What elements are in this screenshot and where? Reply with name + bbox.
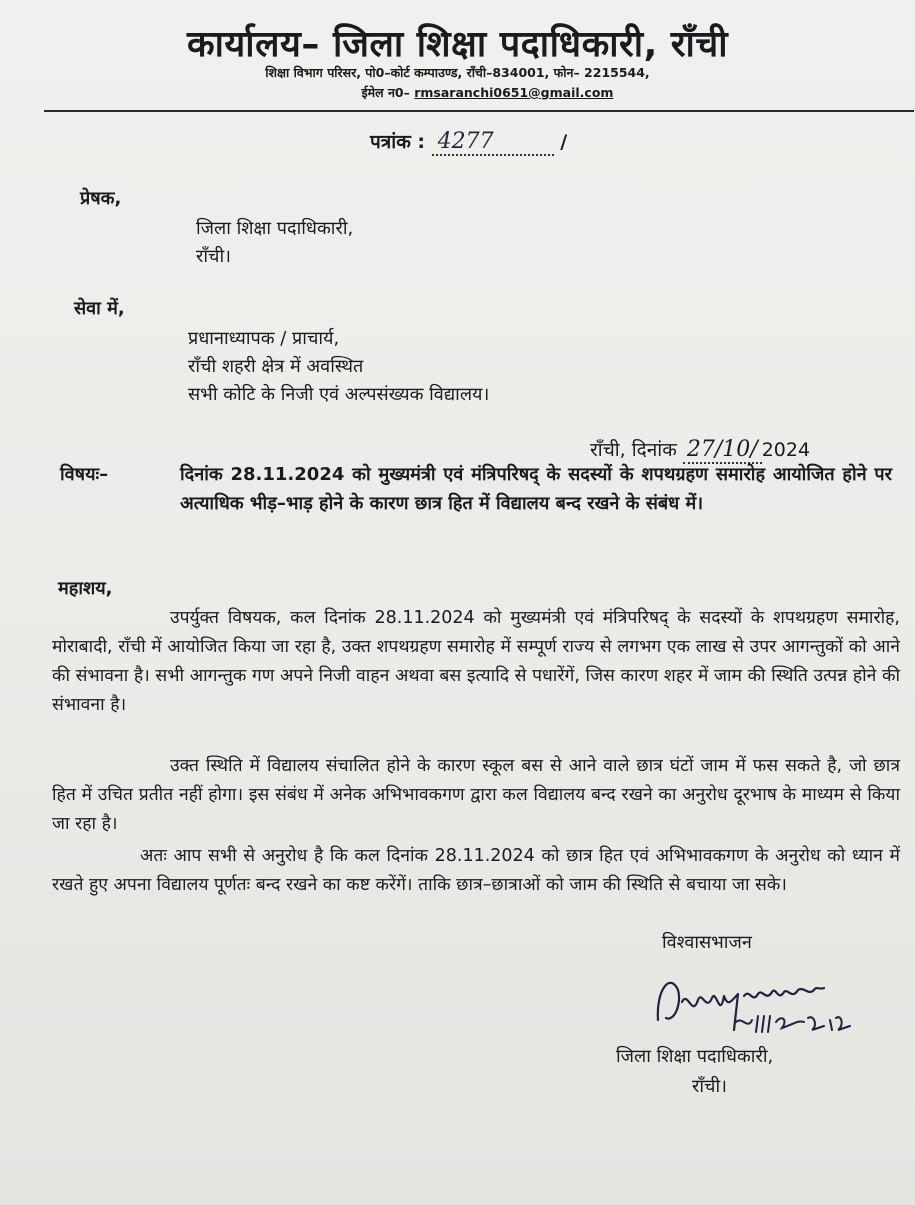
salutation: महाशय, [58, 578, 113, 599]
sender-line-1: जिला शिक्षा पदाधिकारी, [196, 218, 354, 239]
valediction: विश्वासभाजन [662, 932, 752, 953]
subject-label: विषयः– [60, 464, 109, 485]
body-paragraph-3 [52, 842, 900, 900]
subject-text: दिनांक 28.11.2024 को मुख्यमंत्री एवं मंत्रिपरिषद् के सदस्यों के शपथग्रहण समारोह आयोजित होने पर अत्याधिक भीड़–भाड़ होने के कारण छात्र हित में विद्यालय बन्द रखने के संबंध में। [180, 464, 892, 514]
header-rule [44, 110, 914, 112]
reference-number [370, 128, 567, 154]
office-address: शिक्षा विभाग परिसर, पो0–कोर्ट कम्पाउण्ड, राँची–834001, फोन– 2215544, [265, 65, 650, 80]
date-handwritten: 27/10/ [683, 437, 762, 464]
recipient-label: सेवा में, [74, 298, 125, 319]
reference-label: पत्रांक : [370, 131, 426, 153]
office-email: rmsaranchi0651@gmail.com [414, 85, 614, 100]
email-prefix: ईमेल न0– [361, 85, 410, 100]
signatory-designation: जिला शिक्षा पदाधिकारी, [616, 1046, 774, 1067]
body-paragraph-1-text: उपर्युक्त विषयक, कल दिनांक 28.11.2024 को मुख्यमंत्री एवं मंत्रिपरिषद् के सदस्यों के शपथग्रहण समारोह, मोराबादी, राँची में आयोजित किया जा रहा है, उक्त शपथग्रहण समारोह में सम्पूर्ण राज्य से लगभग एक लाख से उपर आगन्तुकों को आने की संभावना है। सभी आगन्तुक गण अपने निजी वाहन अथवा बस इत्यादि से पधारेंगें, जिस कारण शहर में जाम की स्थिति उत्पन्न होने की संभावना है। [52, 608, 900, 715]
body-paragraph-2-text: उक्त स्थिति में विद्यालय संचालित होने के कारण स्कूल बस से आने वाले छात्र घंटों जाम में फस सकते है, जो छात्र हित में उचित प्रतीत नहीं होगा। इस संबंध में अनेक अभिभावकगण द्वारा कल विद्यालय बन्द रखने का अनुरोध दूरभाष के माध्यम से किया जा रहा है। [52, 756, 900, 834]
body-paragraph-3-text: अतः आप सभी से अनुरोध है कि कल दिनांक 28.11.2024 को छात्र हित एवं अभिभावकगण के अनुरोध को ध्यान में रखते हुए अपना विद्यालय पूर्णतः बन्द रखने का कष्ट करेंगें। ताकि छात्र–छात्राओं को जाम की स्थिति से बचाया जा सके। [52, 846, 900, 895]
letter-date [590, 436, 810, 462]
office-email-line [0, 84, 915, 101]
reference-handwritten-number: 4277 [432, 129, 554, 156]
handwritten-signature [648, 960, 878, 1040]
recipient-line-1: प्रधानाध्यापक / प्राचार्य, [188, 328, 340, 349]
office-title: कार्यालय– जिला शिक्षा पदाधिकारी, राँची [186, 24, 729, 65]
sender-label: प्रेषक, [80, 188, 122, 209]
recipient-line-3: सभी कोटि के निजी एवं अल्पसंख्यक विद्यालय। [188, 384, 490, 405]
signatory-place: राँची। [692, 1076, 727, 1097]
reference-suffix: / [560, 131, 568, 153]
date-prefix: राँची, दिनांक [590, 439, 677, 461]
sender-line-2: राँची। [196, 246, 231, 267]
date-year: 2024 [761, 439, 811, 461]
recipient-line-2: राँची शहरी क्षेत्र में अवस्थित [188, 356, 364, 377]
body-paragraph-2 [52, 752, 900, 839]
body-paragraph-1 [52, 604, 900, 720]
